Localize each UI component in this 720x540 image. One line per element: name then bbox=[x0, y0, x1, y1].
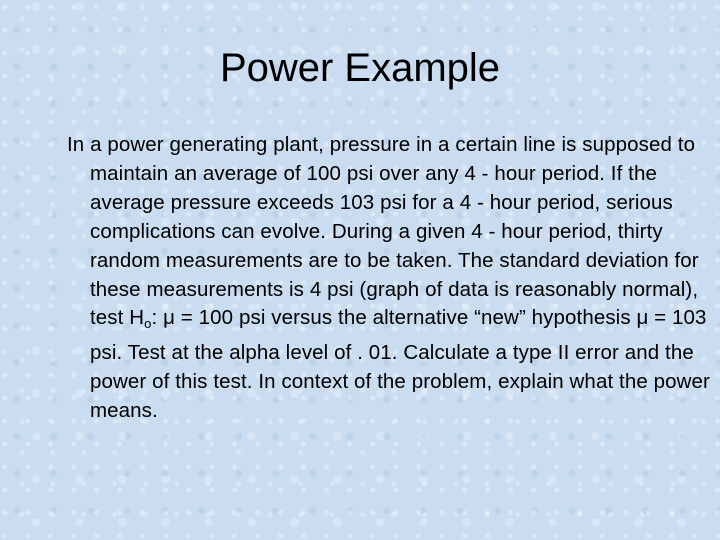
problem-text-part-2: : μ = 100 psi versus the alternative “new” hypothesis μ = 103 psi. Test at the alpha level of . 01. Calculate a type II error and the power of this test. In context of the problem, explain what the power means. bbox=[90, 306, 710, 423]
problem-text-part-1: In a power generating plant, pressure in a certain line is supposed to maintain an average of 100 psi over any 4 - hour period. If the average pressure exceeds 103 psi for a 4 - hour period, serious complications can evolve. During a given 4 - hour period, thirty random measurements are to be taken. The standard deviation for these measurements is 4 psi (graph of data is reasonably normal), test H bbox=[67, 133, 699, 330]
null-hypothesis-subscript: o bbox=[144, 316, 152, 332]
slide-title: Power Example bbox=[219, 46, 501, 90]
problem-statement bbox=[67, 131, 720, 426]
